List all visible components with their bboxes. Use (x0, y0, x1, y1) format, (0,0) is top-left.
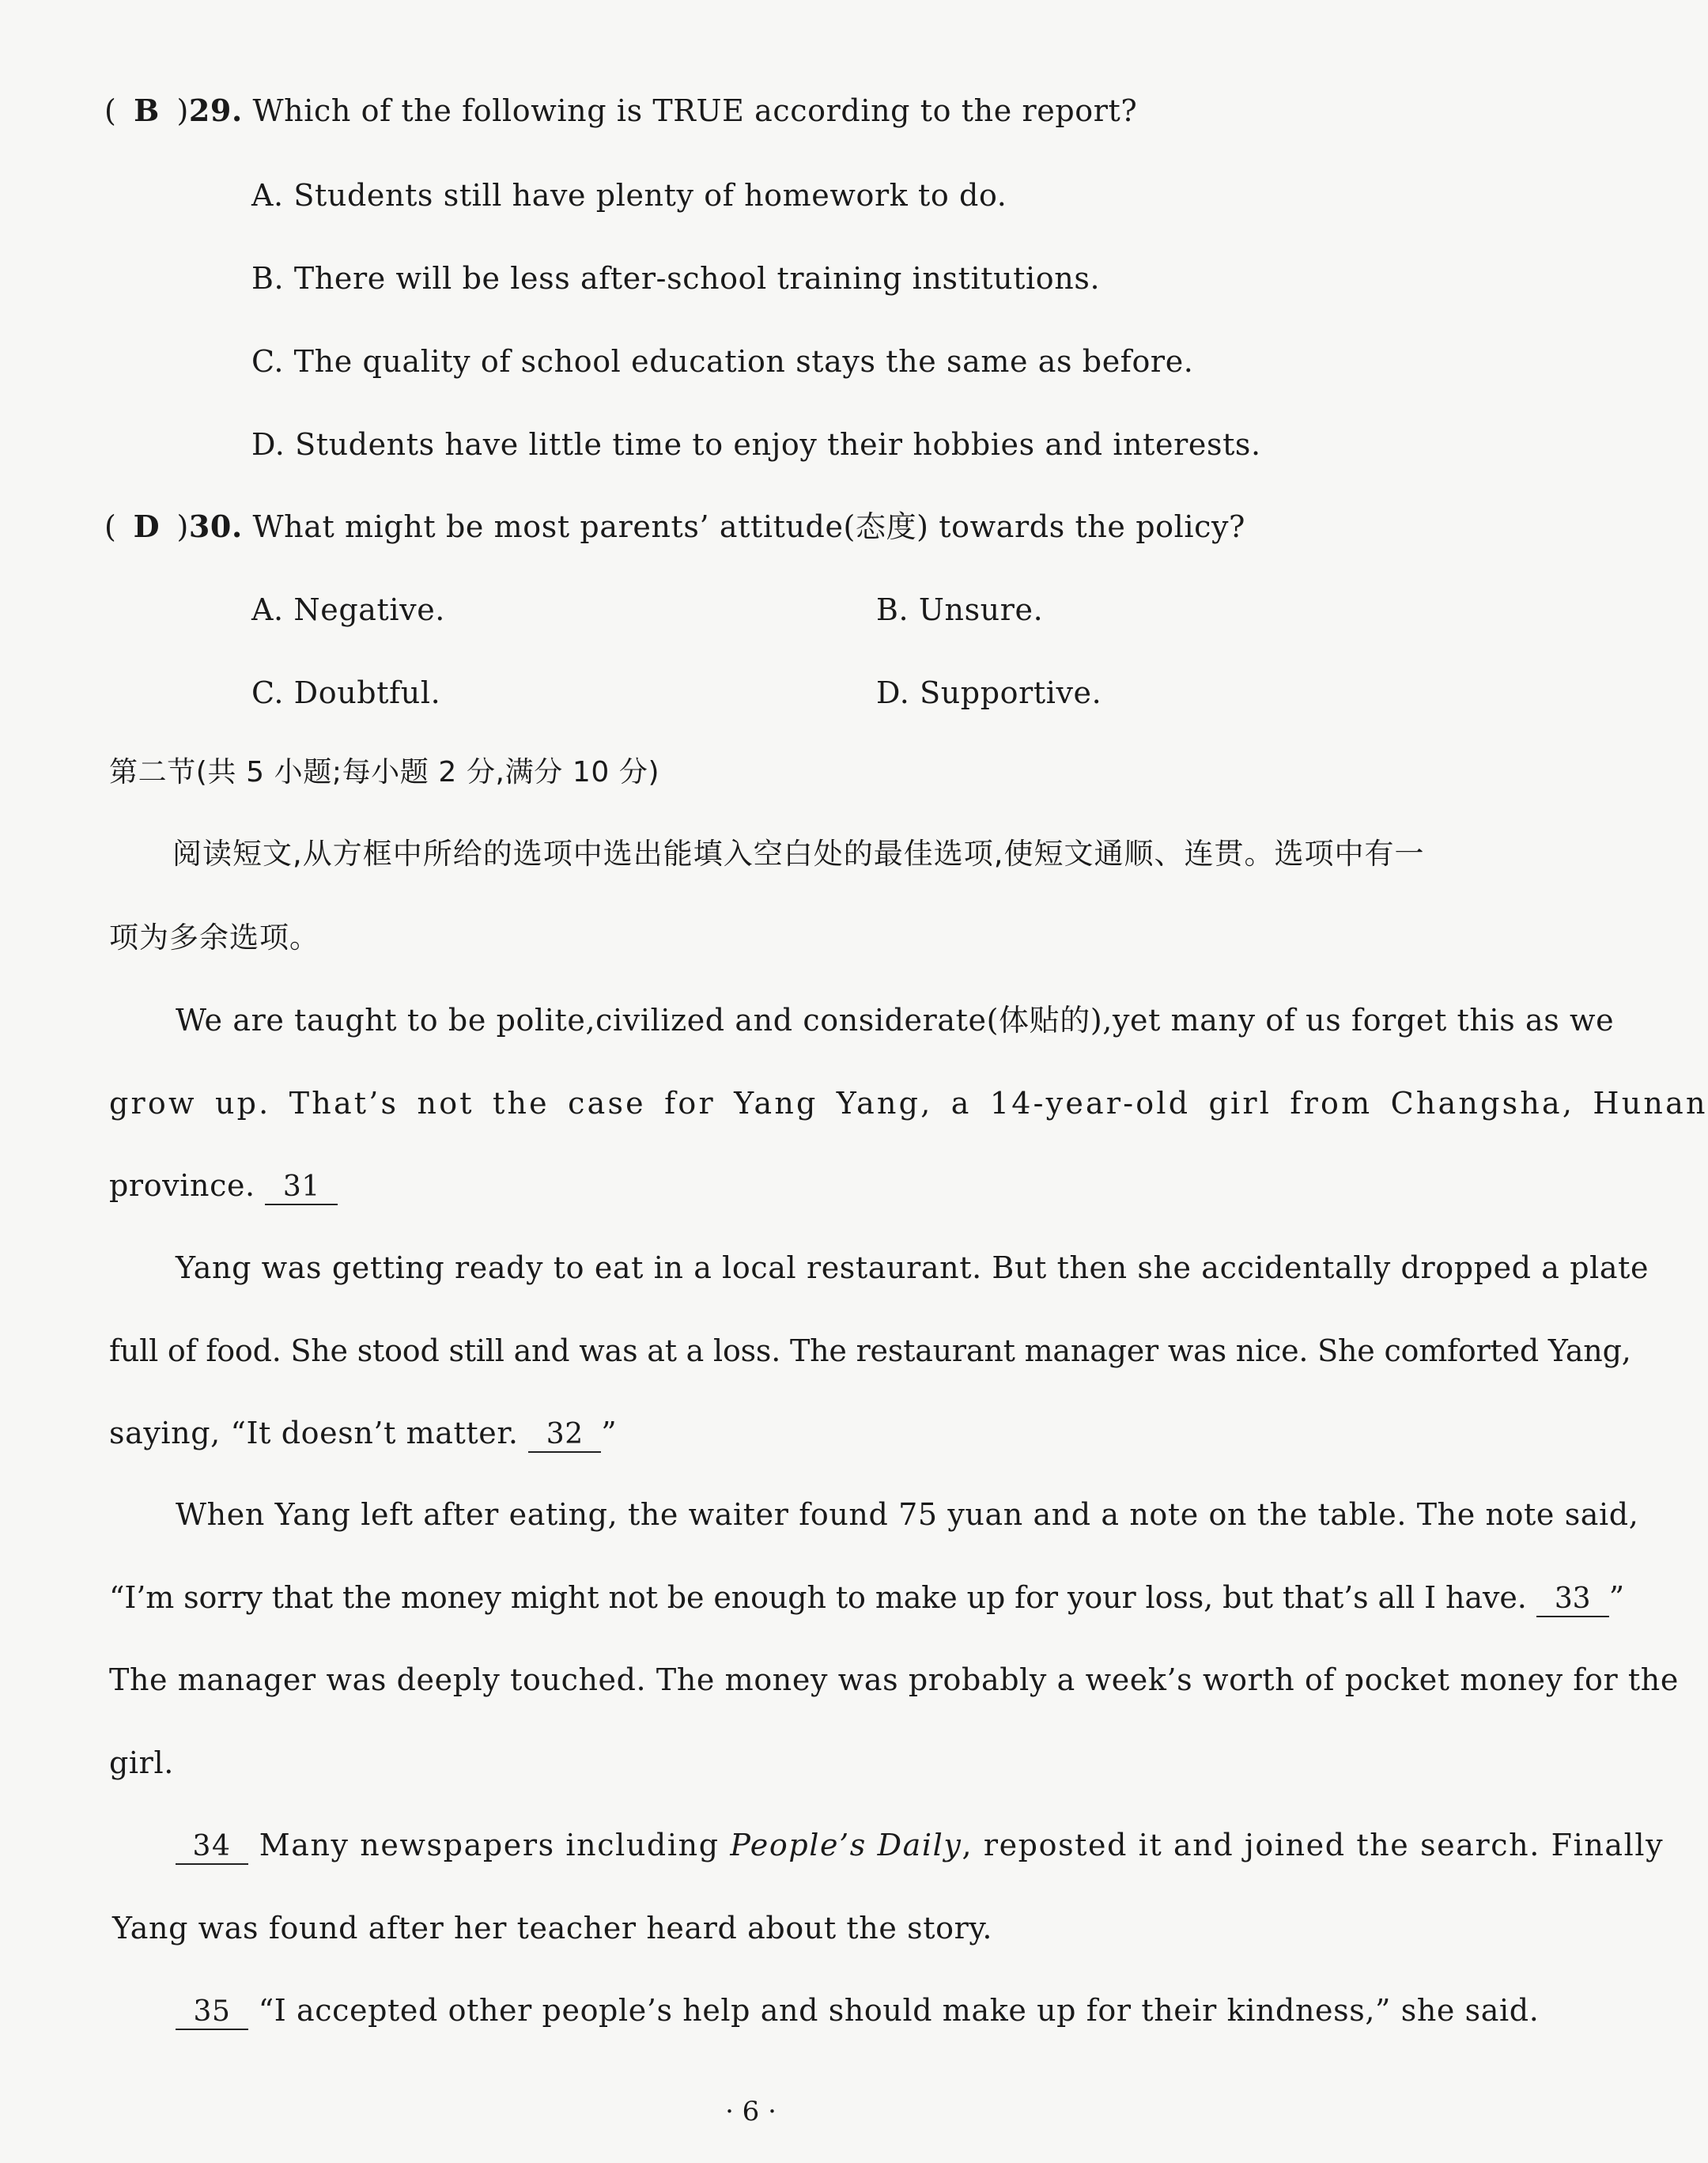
page-number: · 6 · (725, 2096, 777, 2127)
option-30-b: B. Unsure. (876, 592, 1044, 627)
answer-29: B (134, 93, 160, 128)
passage-p3-text: “I’m sorry that the money might not be enough to make up for your loss, but that’s all I have. (109, 1580, 1527, 1615)
newspaper-name: People’s Daily (730, 1828, 962, 1862)
blank-33[interactable]: 33 (1536, 1583, 1609, 1617)
blank-35[interactable]: 35 (176, 1995, 248, 2030)
passage-p3-line1: When Yang left after eating, the waiter found 75 yuan and a note on the table. The note said, (176, 1497, 1639, 1532)
instruction-line-1: 阅读短文,从方框中所给的选项中选出能填入空白处的最佳选项,使短文通顺、连贯。选项中有一 (172, 837, 1425, 871)
passage-p4-text-a: Many newspapers including (259, 1828, 720, 1862)
answer-bracket-29: ( B ) (104, 93, 189, 128)
passage-p4-line2: Yang was found after her teacher heard about the story. (112, 1911, 993, 1946)
option-29-d: D. Students have little time to enjoy their hobbies and interests. (251, 427, 1261, 462)
question-30 (104, 507, 1245, 546)
blank-34[interactable]: 34 (176, 1830, 248, 1865)
answer-30: D (133, 509, 161, 544)
option-29-b: B. There will be less after-school training institutions. (251, 261, 1101, 296)
question-stem-30: What might be most parents’ attitude(态度) towards the policy? (252, 509, 1246, 544)
passage-p3-line2 (109, 1578, 1624, 1617)
passage-p2-text: saying, “It doesn’t matter. (109, 1416, 519, 1450)
option-30-a: A. Negative. (251, 592, 445, 627)
passage-p1-line2: grow up. That’s not the case for Yang Yang, a 14-year-old girl from Changsha, Hunan (109, 1086, 1708, 1121)
blank-32[interactable]: 32 (528, 1418, 601, 1453)
passage-p4-line1 (176, 1825, 1664, 1865)
passage-p2-line1: Yang was getting ready to eat in a local restaurant. But then she accidentally dropped a plate (176, 1250, 1649, 1285)
passage-p2-line3 (109, 1413, 617, 1453)
answer-bracket-30: ( D ) (104, 509, 189, 544)
passage-p2-quote-close: ” (601, 1416, 618, 1450)
option-30-d: D. Supportive. (876, 675, 1102, 710)
passage-p2-line2: full of food. She stood still and was at a loss. The restaurant manager was nice. She comforted Yang, (109, 1333, 1631, 1368)
question-number-30: 30. (188, 509, 243, 544)
option-29-a: A. Students still have plenty of homework to do. (251, 178, 1007, 213)
passage-p3-quote-close: ” (1608, 1580, 1625, 1615)
question-29 (104, 91, 1137, 130)
passage-p3-line4: girl. (109, 1745, 174, 1780)
passage-p5-line1 (176, 1991, 1539, 2030)
passage-p1-text: province. (109, 1168, 255, 1203)
question-stem-29: Which of the following is TRUE according to the report? (252, 93, 1138, 128)
section-title: 第二节(共 5 小题;每小题 2 分,满分 10 分) (109, 756, 660, 788)
option-29-c: C. The quality of school education stays the same as before. (251, 344, 1194, 379)
passage-p4-text-b: , reposted it and joined the search. Finally (962, 1828, 1665, 1862)
passage-p1-line3 (109, 1166, 338, 1205)
passage-p5-text: “I accepted other people’s help and should make up for their kindness,” she said. (258, 1993, 1540, 2028)
blank-31[interactable]: 31 (265, 1170, 338, 1205)
passage-p1-line1: We are taught to be polite,civilized and considerate(体贴的),yet many of us forget this as we (176, 1003, 1615, 1038)
instruction-line-2: 项为多余选项。 (109, 921, 319, 955)
question-number-29: 29. (188, 93, 243, 128)
option-30-c: C. Doubtful. (251, 675, 441, 710)
passage-p3-line3: The manager was deeply touched. The money was probably a week’s worth of pocket money for the (109, 1662, 1679, 1697)
